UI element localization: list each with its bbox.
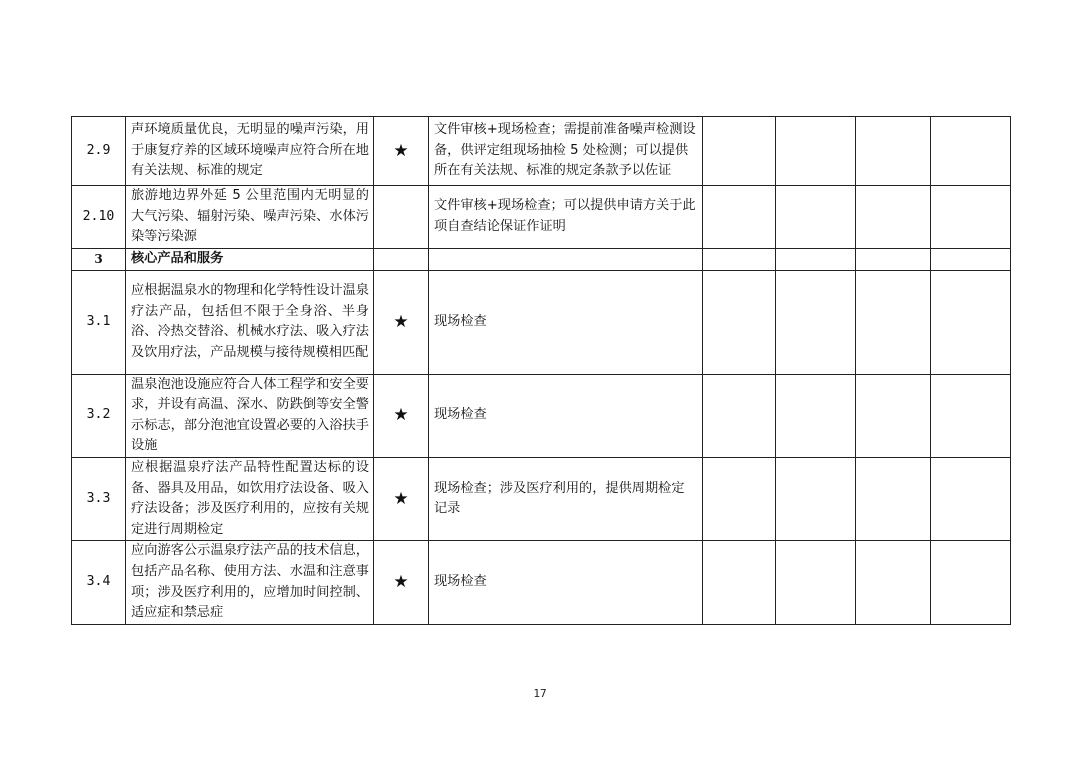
requirement-text: 应根据温泉疗法产品特性配置达标的设备、器具及用品，如饮用疗法设备、吸入疗法设备；涉及医疗利用的，应按有关规定进行周期检定	[126, 457, 374, 540]
star-icon	[374, 186, 429, 249]
table-row	[72, 541, 1011, 624]
empty-cell	[931, 374, 1011, 457]
empty-cell	[776, 374, 856, 457]
star-icon: ★	[374, 117, 429, 186]
item-number: 3.1	[72, 270, 126, 374]
star-icon: ★	[374, 270, 429, 374]
empty-cell	[703, 117, 776, 186]
empty-cell	[931, 541, 1011, 624]
item-number: 3.3	[72, 457, 126, 540]
check-method: 文件审核+现场检查；需提前准备噪声检测设备，供评定组现场抽检 5 处检测；可以提供所在有关法规、标准的规定条款予以佐证	[429, 117, 703, 186]
empty-cell	[856, 541, 931, 624]
table-row	[72, 117, 1011, 186]
table-row	[72, 186, 1011, 249]
requirement-text: 应根据温泉水的物理和化学特性设计温泉疗法产品，包括但不限于全身浴、半身浴、冷热交替浴、机械水疗法、吸入疗法及饮用疗法，产品规模与接待规模相匹配	[126, 270, 374, 374]
item-number: 3.4	[72, 541, 126, 624]
requirement-text: 温泉泡池设施应符合人体工程学和安全要求，并设有高温、深水、防跌倒等安全警示标志，部分泡池宜设置必要的入浴扶手设施	[126, 374, 374, 457]
requirement-text: 应向游客公示温泉疗法产品的技术信息，包括产品名称、使用方法、水温和注意事项；涉及医疗利用的，应增加时间控制、适应症和禁忌症	[126, 541, 374, 624]
empty-cell	[856, 374, 931, 457]
empty-cell	[703, 249, 776, 271]
check-method: 现场检查	[429, 541, 703, 624]
section-row	[72, 249, 1011, 271]
check-method: 现场检查	[429, 374, 703, 457]
empty-cell	[776, 249, 856, 271]
table-row	[72, 270, 1011, 374]
item-number: 2.10	[72, 186, 126, 249]
requirement-text: 旅游地边界外延 5 公里范围内无明显的大气污染、辐射污染、噪声污染、水体污染等污染源	[126, 186, 374, 249]
empty-cell	[856, 457, 931, 540]
empty-cell	[931, 186, 1011, 249]
empty-cell	[931, 457, 1011, 540]
empty-cell	[776, 541, 856, 624]
empty-cell	[703, 270, 776, 374]
empty-cell	[703, 186, 776, 249]
empty-cell	[856, 186, 931, 249]
empty-cell	[429, 249, 703, 271]
empty-cell	[703, 457, 776, 540]
empty-cell	[856, 249, 931, 271]
table-row	[72, 457, 1011, 540]
star-icon: ★	[374, 374, 429, 457]
check-method: 现场检查；涉及医疗利用的，提供周期检定记录	[429, 457, 703, 540]
check-method: 文件审核+现场检查；可以提供申请方关于此项自查结论保证作证明	[429, 186, 703, 249]
item-number: 3.2	[72, 374, 126, 457]
item-number: 2.9	[72, 117, 126, 186]
star-icon: ★	[374, 457, 429, 540]
star-icon: ★	[374, 541, 429, 624]
empty-cell	[776, 117, 856, 186]
section-title: 核心产品和服务	[126, 249, 374, 271]
table-row	[72, 374, 1011, 457]
empty-cell	[931, 270, 1011, 374]
check-method: 现场检查	[429, 270, 703, 374]
empty-cell	[856, 117, 931, 186]
empty-cell	[931, 117, 1011, 186]
page-number: 17	[533, 687, 547, 700]
empty-cell	[856, 270, 931, 374]
empty-cell	[776, 457, 856, 540]
empty-cell	[374, 249, 429, 271]
empty-cell	[931, 249, 1011, 271]
section-number: 3	[72, 249, 126, 271]
empty-cell	[776, 270, 856, 374]
empty-cell	[776, 186, 856, 249]
empty-cell	[703, 374, 776, 457]
requirement-text: 声环境质量优良，无明显的噪声污染，用于康复疗养的区域环境噪声应符合所在地有关法规、标准的规定	[126, 117, 374, 186]
empty-cell	[703, 541, 776, 624]
evaluation-table	[71, 116, 1011, 625]
